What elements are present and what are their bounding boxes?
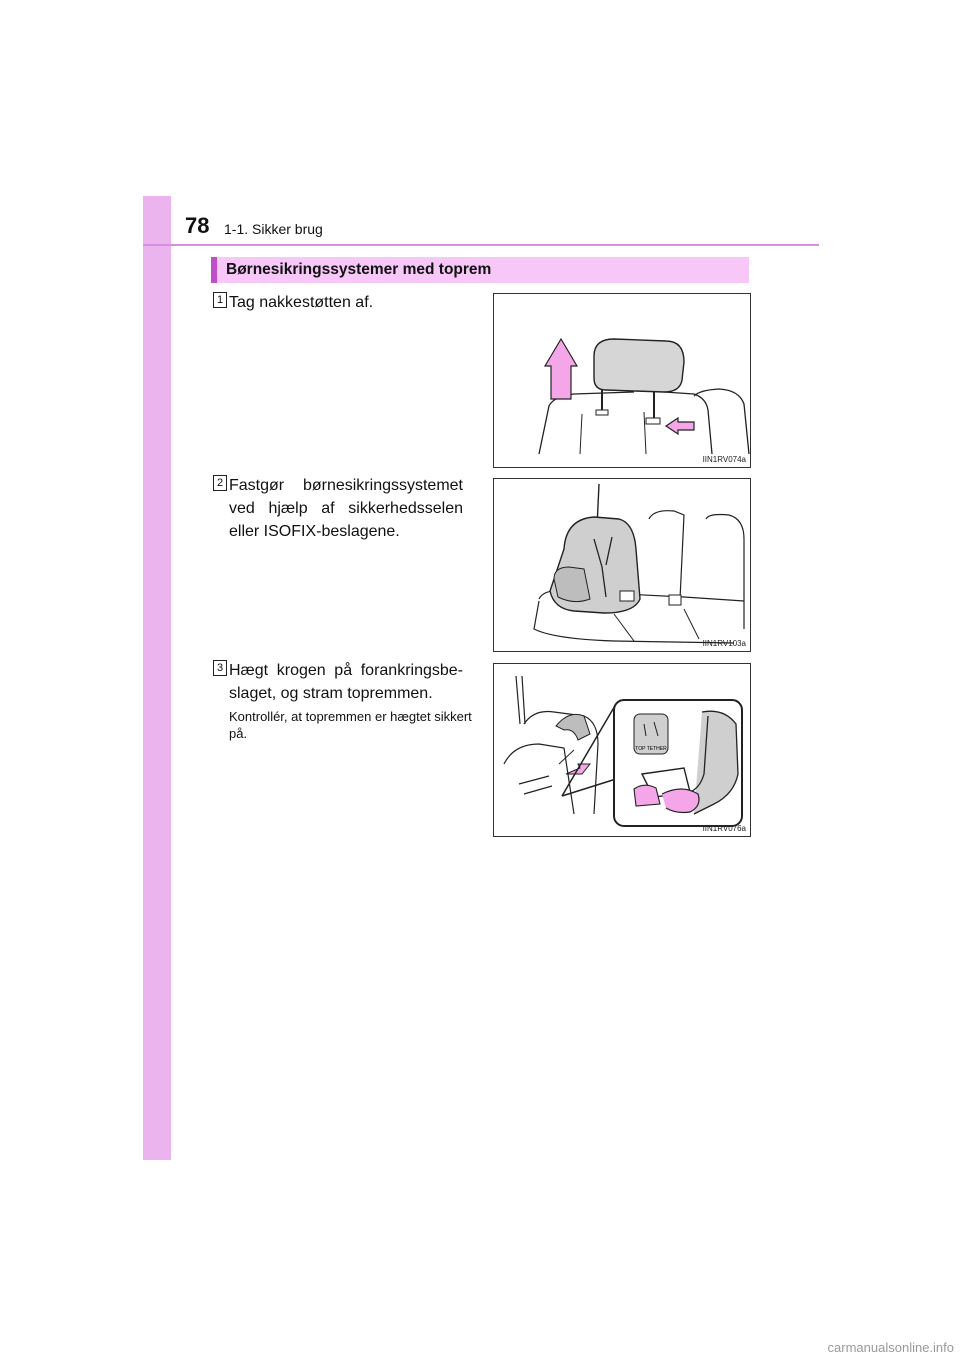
top-tether-illustration: [494, 664, 750, 836]
step-2-number: 2: [213, 475, 227, 491]
step-3-note: Kontrollér, at topremmen er hægtet sikkert på.: [229, 709, 472, 741]
step-3-number: 3: [213, 660, 227, 676]
top-tether-tag-label: TOP TETHER: [635, 746, 667, 752]
figure-2-code: IIN1RV103a: [702, 639, 746, 648]
figure-3-code: IIN1RV076a: [702, 824, 746, 833]
section-heading-bar: [211, 257, 749, 283]
figure-top-tether-anchor: [493, 663, 751, 837]
step-2-text: Fastgør børnesikringssystemet ved hjælp af sikkerhedsselen eller ISOFIX-beslagene.: [229, 477, 463, 540]
headrest-illustration: [494, 294, 750, 467]
child-seat-illustration: [494, 479, 750, 651]
figure-1-code: IIN1RV074a: [702, 455, 746, 464]
chapter-title: 1-1. Sikker brug: [224, 221, 323, 237]
step-1-text: Tag nakkestøtten af.: [229, 294, 374, 311]
watermark-text: carmanualsonline.info: [827, 1340, 954, 1355]
header-divider: [143, 244, 819, 246]
figure-child-seat-installed: [493, 478, 751, 652]
figure-headrest-removal: [493, 293, 751, 468]
section-accent: [211, 257, 217, 283]
section-title: Børnesikringssystemer med toprem: [226, 261, 492, 278]
chapter-sidebar-tab: [143, 196, 171, 1160]
step-1-number: 1: [213, 292, 227, 308]
step-3-text: Hægt krogen på forankringsbe-slaget, og stram topremmen.: [229, 662, 463, 702]
page-number: 78: [185, 213, 210, 238]
